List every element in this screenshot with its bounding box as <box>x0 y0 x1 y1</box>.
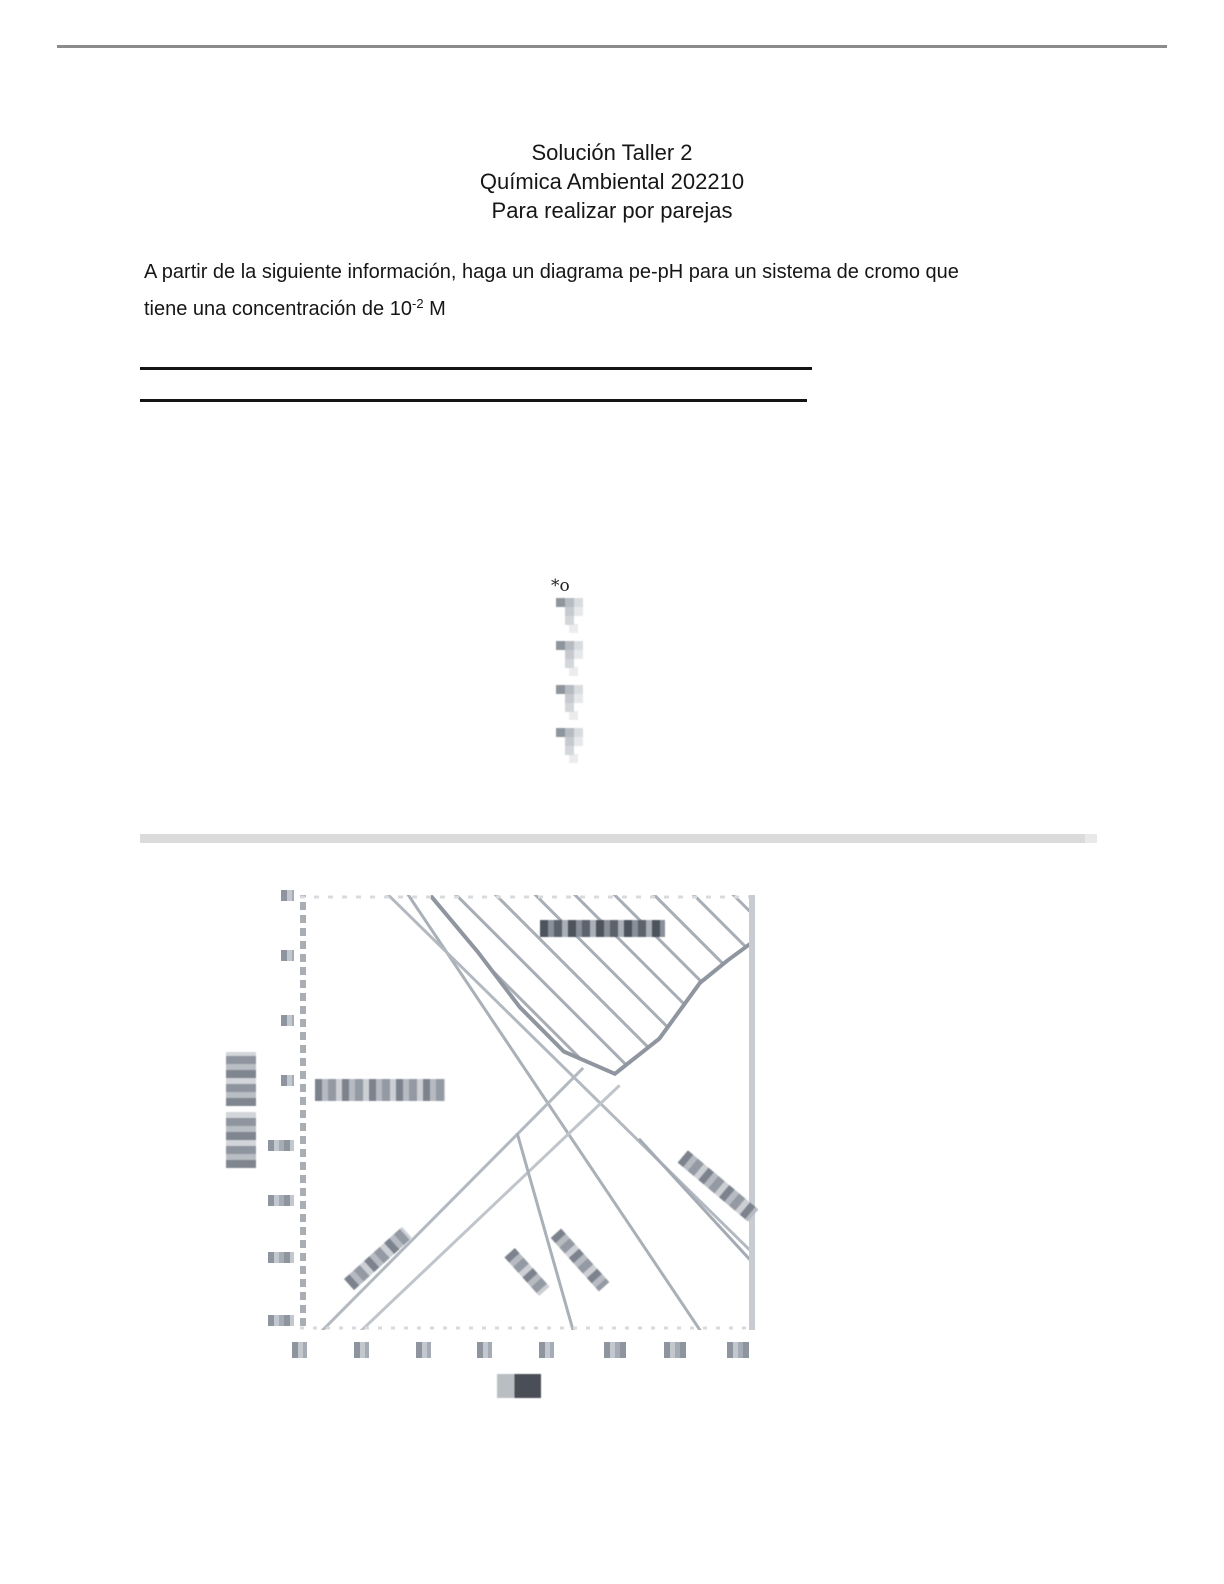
x-tick-label <box>664 1342 686 1358</box>
x-tick-label <box>354 1342 369 1358</box>
pixelated-region-label <box>678 1150 759 1221</box>
y-tick-label <box>281 890 294 901</box>
y-tick-label <box>268 1195 294 1206</box>
diagram-pixelated-labels <box>300 895 755 1330</box>
y-axis-ticks <box>264 895 298 1335</box>
pixelated-equation-blob <box>556 598 565 607</box>
intro-paragraph <box>144 257 1089 325</box>
pixelated-equation-blob <box>556 685 565 694</box>
x-tick-label <box>477 1342 492 1358</box>
y-axis-label <box>226 1112 256 1168</box>
pixelated-region-label <box>551 1229 610 1292</box>
section-divider-bar <box>140 834 1085 843</box>
title-line-2: Química Ambiental 202210 <box>479 169 745 194</box>
intro-line-2: tiene una concentración de 10 <box>144 298 412 320</box>
intro-line-2-end: M <box>423 298 446 320</box>
pixelated-equation-blob <box>556 728 565 737</box>
title-line-1: Solución Taller 2 <box>531 140 693 165</box>
title-line-3: Para realizar por parejas <box>491 198 733 223</box>
y-tick-label <box>268 1315 294 1326</box>
x-tick-label <box>416 1342 431 1358</box>
y-axis-label <box>226 1052 256 1106</box>
pixelated-equation-blob <box>556 641 565 650</box>
x-tick-label <box>292 1342 307 1358</box>
equation-marker: *o <box>551 576 570 596</box>
y-tick-label <box>281 950 294 961</box>
pixelated-region-label <box>315 1079 445 1101</box>
title-block <box>0 138 1224 225</box>
pixelated-region-label <box>504 1248 549 1296</box>
exponent: -2 <box>411 296 424 311</box>
x-tick-label <box>727 1342 749 1358</box>
pixelated-region-label <box>344 1227 412 1290</box>
blank-answer-line-1 <box>140 367 812 370</box>
header-rule <box>57 45 1167 48</box>
x-tick-label <box>604 1342 626 1358</box>
pixelated-region-label <box>540 920 665 937</box>
x-axis-label <box>497 1374 541 1398</box>
y-tick-label <box>281 1075 294 1086</box>
x-axis-ticks <box>300 1340 760 1362</box>
y-tick-label <box>281 1015 294 1026</box>
intro-line-1: A partir de la siguiente información, haga un diagrama pe-pH para un sistema de cromo que <box>144 261 959 283</box>
y-tick-label <box>268 1140 294 1151</box>
y-tick-label <box>268 1252 294 1263</box>
blank-answer-line-2 <box>140 399 807 402</box>
x-tick-label <box>539 1342 554 1358</box>
pe-ph-diagram <box>300 895 755 1330</box>
